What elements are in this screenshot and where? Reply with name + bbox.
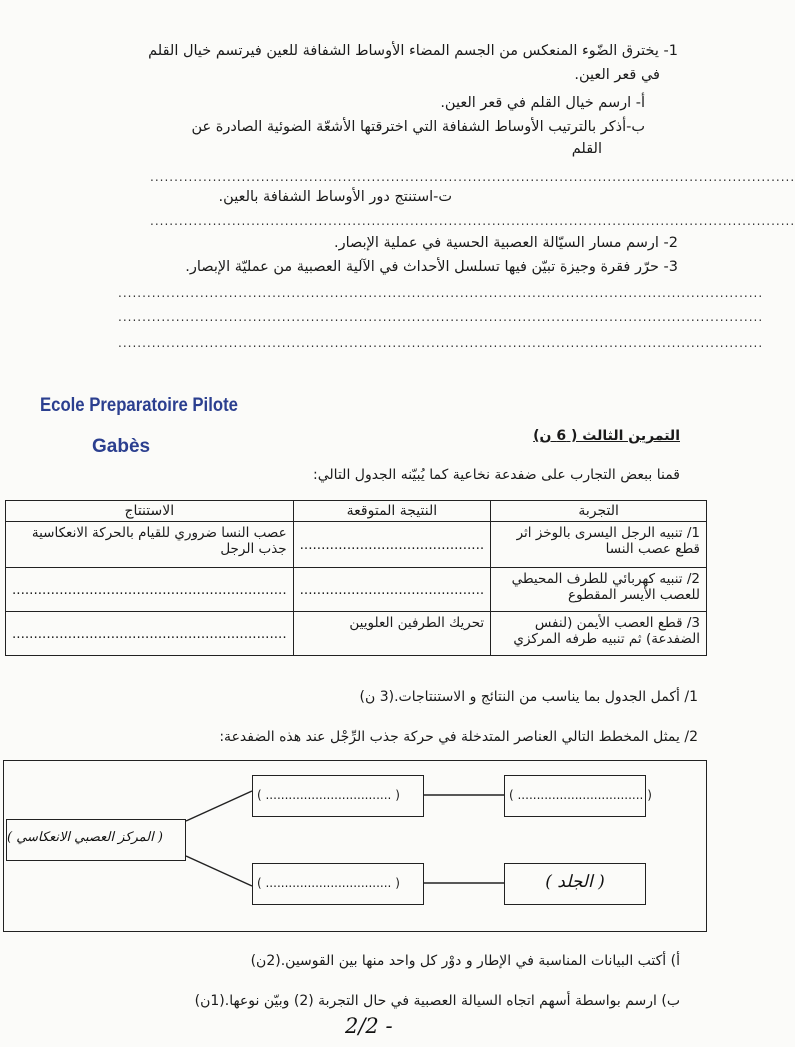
question-1: 1/ أكمل الجدول بما يناسب من النتائج و الاستنتاجات.(3 ن) — [359, 689, 698, 705]
row3-experiment: 3/ قطع العصب الأيمن (لنفس الضفدعة) ثم تنبيه طرفه المركزي — [491, 612, 707, 656]
school-city: Gabès — [92, 436, 151, 457]
answer-dots: ...................................................................................................................................... — [118, 310, 764, 324]
q1-b-line1: ب-أذكر بالترتيب الأوساط الشفافة التي اخترقتها الأشعّة الضوئية الصادرة عن — [191, 119, 645, 135]
row2-result: ........................................... — [293, 568, 491, 612]
table-row — [6, 522, 707, 568]
q1-c: ت-استنتج دور الأوساط الشفافة بالعين. — [218, 189, 452, 205]
school-name: Ecole Preparatoire Pilote — [40, 395, 238, 416]
header-conclusion: الاستنتاج — [6, 501, 294, 522]
upper-middle-blank: ( ................................. ) — [257, 788, 400, 802]
lower-middle-box — [252, 863, 424, 905]
lower-middle-blank: ( ................................. ) — [257, 876, 400, 890]
row1-result: ........................................... — [293, 522, 491, 568]
header-result: النتيجة المتوقعة — [293, 501, 491, 522]
q1-b-line2: القلم — [571, 141, 602, 157]
table-header-row — [6, 501, 707, 522]
row3-conclusion: ................................................................ — [6, 612, 294, 656]
row2-experiment: 2/ تنبيه كهربائي للطرف المحيطي للعصب الأيسر المقطوع — [491, 568, 707, 612]
reflex-center-label: ( المركز العصبي الانعكاسي ) — [7, 830, 163, 845]
reflex-center-box — [6, 819, 186, 861]
answer-dots: ...................................................................................................................................... — [150, 170, 795, 184]
exercise-intro: قمنا ببعض التجارب على ضفدعة نخاعية كما يُبيّنه الجدول التالي: — [313, 467, 680, 483]
lower-left-connector — [186, 856, 252, 886]
row3-result: تحريك الطرفين العلويين — [293, 612, 491, 656]
question-2: 2/ يمثل المخطط التالي العناصر المتدخلة في حركة جذب الرِّجْل عند هذه الضفدعة: — [219, 729, 698, 745]
q1-line1: 1- يخترق الضّوء المنعكس من الجسم المضاء الأوساط الشفافة للعين فيرتسم خيال القلم — [148, 43, 678, 59]
header-experiment: التجربة — [491, 501, 707, 522]
question-a: أ) أكتب البيانات المناسبة في الإطار و دوْر كل واحد منها بين القوسين.(2ن) — [250, 953, 680, 969]
upper-right-blank: ( ................................. ) — [509, 788, 652, 802]
table-row — [6, 568, 707, 612]
skin-box — [504, 863, 646, 905]
q2-text: 2- ارسم مسار السيّالة العصبية الحسية في عملية الإبصار. — [333, 235, 678, 251]
q1-line2: في قعر العين. — [574, 67, 660, 83]
row1-conclusion: عصب النسا ضروري للقيام بالحركة الانعكاسية جذب الرجل — [6, 522, 294, 568]
skin-label: ( الجلد ) — [545, 872, 605, 892]
upper-left-connector — [186, 791, 252, 821]
q1-a: أ- ارسم خيال القلم في قعر العين. — [440, 95, 645, 111]
answer-dots: ...................................................................................................................................... — [150, 214, 795, 228]
answer-dots: ...................................................................................................................................... — [118, 336, 764, 350]
answer-dots: ...................................................................................................................................... — [118, 286, 764, 300]
experiments-table — [5, 500, 707, 656]
upper-right-box — [504, 775, 652, 817]
q3-text: 3- حرّر فقرة وجيزة تبيّن فيها تسلسل الأحداث في الآلية العصبية من عمليّة الإبصار. — [185, 259, 678, 275]
exercise-title: التمرين الثالث ( 6 ن) — [533, 428, 680, 444]
question-b: ب) ارسم بواسطة أسهم اتجاه السيالة العصبية في حال التجربة (2) وبيّن نوعها.(1ن) — [194, 993, 680, 1009]
table-row — [6, 612, 707, 656]
reflex-diagram — [3, 760, 707, 932]
row1-experiment: 1/ تنبيه الرجل اليسرى بالوخز اثر قطع عصب النسا — [491, 522, 707, 568]
page-number: 2/2 - — [345, 1014, 393, 1038]
upper-middle-box — [252, 775, 424, 817]
row2-conclusion: ................................................................ — [6, 568, 294, 612]
